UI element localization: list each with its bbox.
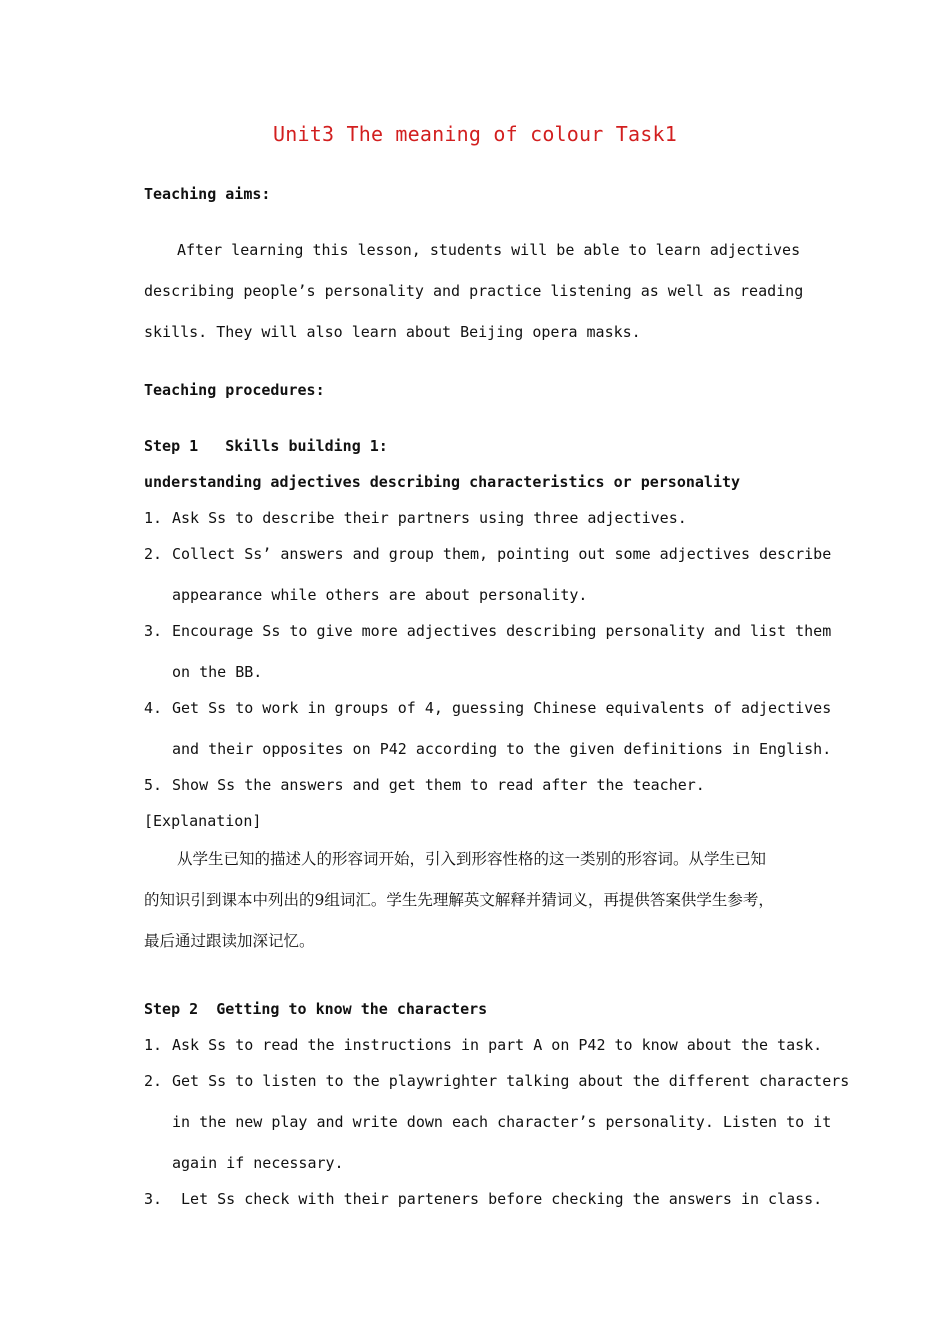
list-number: 1. (144, 1036, 163, 1054)
explanation-line: 从学生已知的描述人的形容词开始，引入到形容性格的这一类别的形容词。从学生已知 (177, 850, 767, 868)
list-number: 1. (144, 509, 163, 527)
teaching-procedures-heading: Teaching procedures: (144, 381, 325, 399)
list-item-text: Encourage Ss to give more adjectives describing personality and list them (172, 622, 832, 640)
list-item-text: Ask Ss to read the instructions in part A on P42 to know about the task. (172, 1036, 823, 1054)
explanation-line: 最后通过跟读加深记忆。 (144, 932, 315, 950)
list-item-text: appearance while others are about personality. (172, 586, 588, 604)
list-item-text: Show Ss the answers and get them to read after the teacher. (172, 776, 705, 794)
list-item-text: on the BB. (172, 663, 263, 681)
list-item-text: Ask Ss to describe their partners using three adjectives. (172, 509, 687, 527)
aims-paragraph-line: skills. They will also learn about Beijing opera masks. (144, 323, 641, 341)
list-item-text: again if necessary. (172, 1154, 344, 1172)
list-item-text: Let Ss check with their parteners before checking the answers in class. (172, 1190, 823, 1208)
list-item-text: Get Ss to listen to the playwrighter talking about the different characters (172, 1072, 850, 1090)
list-item-text: Get Ss to work in groups of 4, guessing Chinese equivalents of adjectives (172, 699, 832, 717)
step1-subheading: understanding adjectives describing characteristics or personality (144, 473, 741, 491)
list-number: 2. (144, 1072, 163, 1090)
list-number: 3. (144, 1190, 163, 1208)
aims-paragraph-line: After learning this lesson, students will be able to learn adjectives (177, 241, 801, 259)
explanation-label: [Explanation] (144, 812, 262, 830)
list-number: 5. (144, 776, 163, 794)
explanation-line: 的知识引到课本中列出的9组词汇。学生先理解英文解释并猜词义，再提供答案供学生参考， (144, 891, 774, 909)
list-number: 3. (144, 622, 163, 640)
list-number: 4. (144, 699, 163, 717)
list-item-text: and their opposites on P42 according to the given definitions in English. (172, 740, 832, 758)
aims-paragraph-line: describing people’s personality and practice listening as well as reading (144, 282, 804, 300)
list-item-text: Collect Ss’ answers and group them, pointing out some adjectives describe (172, 545, 832, 563)
document-title: Unit3 The meaning of colour Task1 (273, 122, 677, 146)
teaching-aims-heading: Teaching aims: (144, 185, 271, 203)
step1-heading: Step 1 Skills building 1: (144, 437, 388, 455)
list-number: 2. (144, 545, 163, 563)
list-item-text: in the new play and write down each character’s personality. Listen to it (172, 1113, 832, 1131)
step2-heading: Step 2 Getting to know the characters (144, 1000, 488, 1018)
